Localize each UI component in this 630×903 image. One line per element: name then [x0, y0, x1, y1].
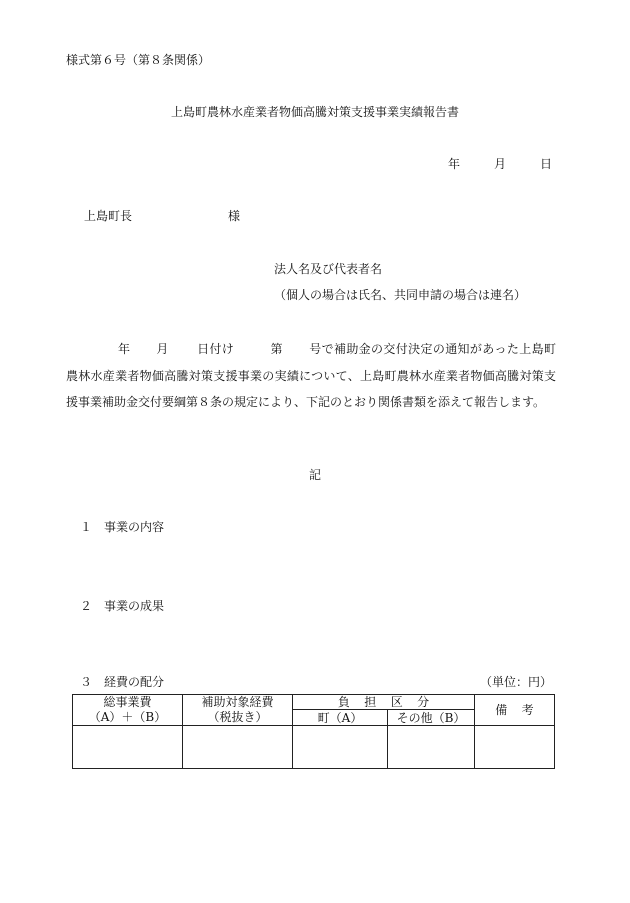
cell-eligible-cost[interactable]: [183, 726, 293, 769]
applicant-label: 法人名及び代表者名: [274, 262, 383, 276]
addressee-name: 上島町長: [84, 209, 133, 223]
document-title: 上島町農林水産業者物価高騰対策支援事業実績報告書: [170, 105, 459, 119]
header-total-cost: 総事業費: [73, 695, 183, 710]
date-month: 月: [493, 157, 506, 171]
header-eligible-cost: 補助対象経費: [183, 695, 293, 710]
section-3-label: 経費の配分: [104, 675, 165, 689]
header-burden: [293, 695, 475, 710]
cell-town[interactable]: [293, 726, 388, 769]
body-dai: 第: [270, 342, 283, 356]
body-paragraph: [66, 336, 556, 416]
addressee: [84, 207, 240, 224]
table-row: [73, 726, 555, 769]
date-line: [448, 155, 552, 172]
section-2: [80, 597, 164, 614]
section-1: [80, 518, 164, 535]
header-remarks: [475, 695, 555, 726]
header-remarks-label: 備考: [495, 703, 549, 717]
addressee-honorific: 様: [228, 209, 241, 223]
cell-total-cost[interactable]: [73, 726, 183, 769]
unit-note: （単位：円）: [479, 675, 552, 689]
expense-table: [72, 694, 555, 769]
section-3: [80, 673, 164, 690]
section-1-number: １: [80, 520, 93, 534]
body-dated: 日付け: [196, 342, 235, 356]
ki-heading: 記: [308, 468, 321, 482]
section-2-label: 事業の成果: [104, 599, 165, 613]
header-other: その他（B）: [388, 710, 475, 726]
date-year: 年: [447, 157, 460, 171]
section-3-number: ３: [80, 675, 93, 689]
form-number: 様式第６号（第８条関係）: [66, 53, 211, 67]
date-day: 日: [539, 157, 552, 171]
header-total-cost-sub: （A）＋（B）: [73, 710, 183, 726]
body-text: 号で補助金の交付決定の通知があった上島町農林水産業者物価高騰対策支援事業の実績について、上島町農林水産業者物価高騰対策支援事業補助金交付要綱第８条の規定により、下記のとおり関係書類を添えて報告します。: [66, 342, 556, 409]
header-eligible-cost-sub: （税抜き）: [183, 710, 293, 726]
cell-other[interactable]: [388, 726, 475, 769]
section-2-number: ２: [80, 599, 93, 613]
applicant-note: （個人の場合は氏名、共同申請の場合は連名）: [274, 288, 527, 302]
header-burden-label: 負担区分: [337, 695, 444, 709]
section-1-label: 事業の内容: [104, 520, 165, 534]
body-year: 年: [118, 342, 131, 356]
header-town: 町（A）: [293, 710, 388, 726]
cell-remarks[interactable]: [475, 726, 555, 769]
body-month: 月: [156, 342, 169, 356]
